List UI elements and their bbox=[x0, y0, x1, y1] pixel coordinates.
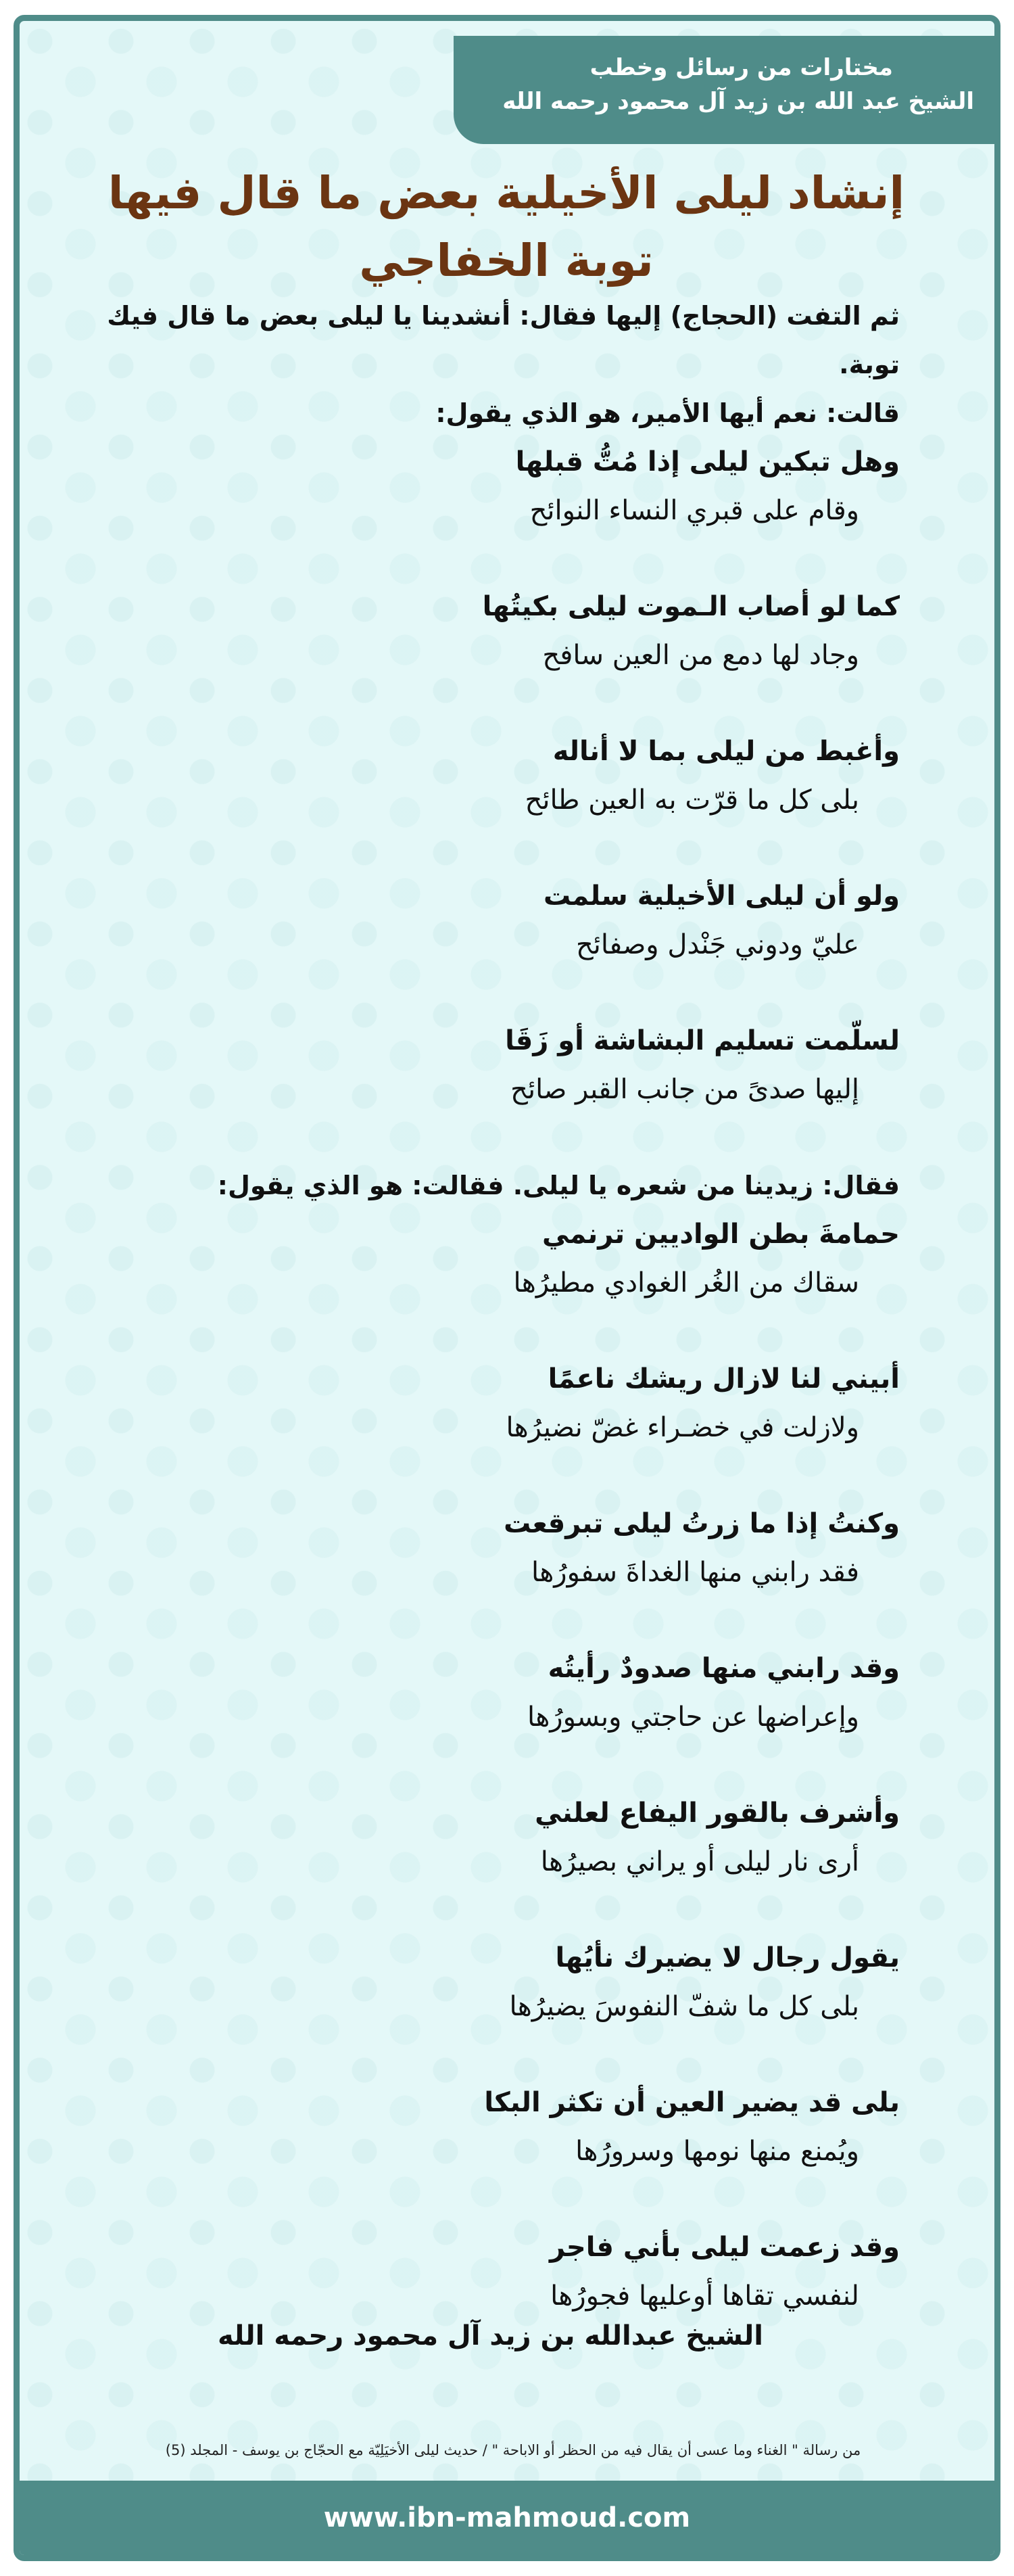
verse-second-hemistich: لنفسي تقاها أوعليها فجورُها bbox=[550, 2280, 859, 2312]
poem2-stanza-7 bbox=[68, 2078, 900, 2176]
verse-second-hemistich: أرى نار ليلى أو يراني بصيرُها bbox=[540, 1846, 859, 1877]
verse-first-hemistich: وقد زعمت ليلى بأني فاجر bbox=[550, 2232, 900, 2263]
header-author-name: الشيخ عبد الله بن زيد آل محمود رحمه الله bbox=[502, 88, 974, 115]
verse-second-hemistich: سقاك من الغُر الغوادي مطيرُها bbox=[513, 1267, 859, 1298]
verse-first-hemistich: وأغبط من ليلى بما لا أناله bbox=[552, 736, 900, 767]
source-citation: من رسالة " الغناء وما عسى أن يقال فيه من الحظر أو الاباحة " / حديث ليلى الأخيَلِيّة مع الحجّاج بن يوسف - المجلد (5) bbox=[165, 2442, 861, 2458]
verse-first-hemistich: وقد رابني منها صدودٌ رأيتُه bbox=[548, 1653, 900, 1684]
verse-second-hemistich: ولازلت في خضـراء غضّ نضيرُها bbox=[506, 1412, 859, 1443]
poem1-stanza-1 bbox=[68, 438, 900, 535]
verse-first-hemistich: حمامةَ بطن الواديين ترنمي bbox=[541, 1219, 900, 1250]
page-frame bbox=[14, 15, 1000, 2561]
poem2-stanza-2 bbox=[68, 1355, 900, 1452]
poem1-stanza-4 bbox=[68, 872, 900, 969]
verse-first-hemistich: لسلّمت تسليم البشاشة أو زَقَا bbox=[505, 1025, 900, 1056]
verse-first-hemistich: وأشرف بالقور اليفاع لعلني bbox=[535, 1798, 900, 1829]
poem2-stanza-5 bbox=[68, 1789, 900, 1886]
poem2-stanza-4 bbox=[68, 1644, 900, 1741]
verse-first-hemistich: بلى قد يضير العين أن تكثر البكا bbox=[484, 2087, 900, 2118]
verse-first-hemistich: وكنتُ إذا ما زرتُ ليلى تبرقعت bbox=[504, 1508, 900, 1539]
verse-second-hemistich: ويُمنع منها نومها وسرورُها bbox=[575, 2136, 859, 2167]
header-banner bbox=[454, 36, 994, 144]
verse-second-hemistich: بلى كل ما قرّت به العين طائح bbox=[525, 784, 859, 816]
poem1-stanza-3 bbox=[68, 727, 900, 824]
poem1-stanza-5 bbox=[68, 1016, 900, 1114]
verse-first-hemistich: ولو أن ليلى الأخيلية سلمت bbox=[543, 881, 900, 912]
poem2-stanza-6 bbox=[68, 1934, 900, 2031]
verse-second-hemistich: وجاد لها دمع من العين سافح bbox=[542, 640, 859, 671]
poem2-stanza-3 bbox=[68, 1499, 900, 1597]
verse-second-hemistich: بلى كل ما شفّ النفوسَ يضيرُها bbox=[509, 1991, 859, 2022]
verse-second-hemistich: عليّ ودوني جَنْدل وصفائح bbox=[575, 929, 859, 960]
footer-website-link[interactable]: www.ibn-mahmoud.com bbox=[20, 2481, 994, 2555]
verse-second-hemistich: وقام على قبري النساء النوائح bbox=[529, 495, 859, 526]
intro-paragraph-2: قالت: نعم أيها الأمير، هو الذي يقول: bbox=[435, 398, 900, 428]
intro-paragraph-3: فقال: زيدينا من شعره يا ليلى. فقالت: هو الذي يقول: bbox=[217, 1171, 900, 1200]
verse-first-hemistich: أبيني لنا لازال ريشك ناعمًا bbox=[548, 1363, 900, 1395]
poem1-stanza-2 bbox=[68, 582, 900, 680]
intro-paragraph-1: ثم التفت (الحجاج) إليها فقال: أنشدينا يا ليلى بعض ما قال فيك توبة. bbox=[107, 301, 900, 379]
poem2-stanza-8 bbox=[68, 2223, 900, 2320]
verse-first-hemistich: وهل تبكين ليلى إذا مُتُّ قبلها bbox=[515, 446, 900, 477]
verse-second-hemistich: إليها صدىً من جانب القبر صائح bbox=[510, 1074, 859, 1105]
page-title: إنشاد ليلى الأخيلية بعض ما قال فيها توبة الخفاجي bbox=[107, 167, 905, 287]
poem2-stanza-1 bbox=[68, 1210, 900, 1307]
header-series-title: مختارات من رسائل وخطب bbox=[589, 54, 893, 81]
verse-first-hemistich: يقول رجال لا يضيرك نأيُها bbox=[555, 1942, 900, 1973]
verse-second-hemistich: فقد رابني منها الغداةَ سفورُها bbox=[531, 1557, 859, 1588]
author-signature: الشيخ عبدالله بن زيد آل محمود رحمه الله bbox=[218, 2320, 763, 2351]
article-body bbox=[68, 291, 900, 2368]
verse-first-hemistich: كما لو أصاب الـموت ليلى بكيتُها bbox=[482, 591, 900, 622]
verse-second-hemistich: وإعراضها عن حاجتي وبسورُها bbox=[527, 1702, 859, 1733]
